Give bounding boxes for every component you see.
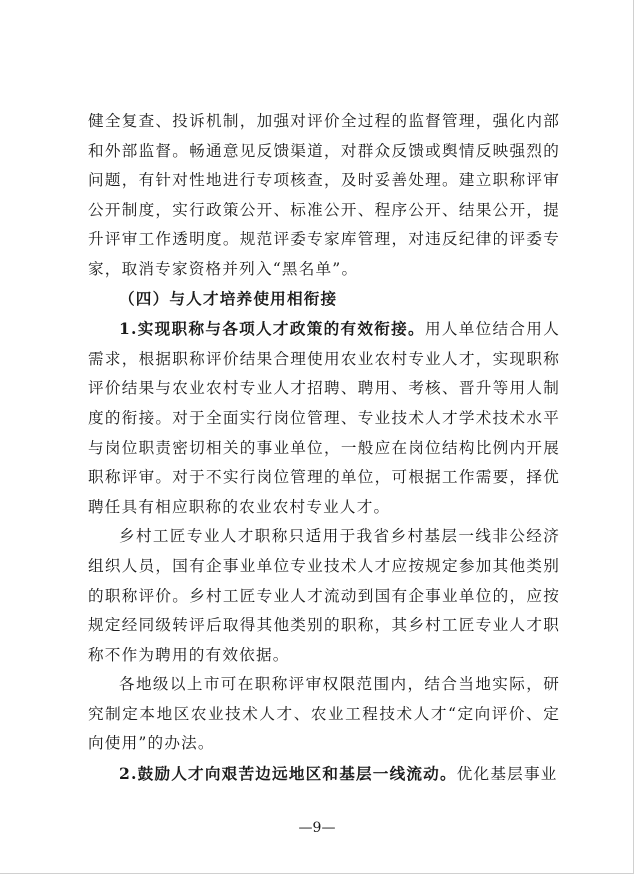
paragraph-policy-link — [88, 314, 560, 522]
paragraph-body: 优化基层事业 — [456, 765, 558, 784]
paragraph-lead: 1.实现职称与各项人才政策的有效衔接。 — [119, 319, 425, 339]
paragraph-body: 用人单位结合用人需求，根据职称评价结果合理使用农业农村专业人才，实现职称评价结果与农业农村专业人才招聘、聘用、考核、晋升等用人制度的衔接。对于全面实行岗位管理、专业技术人才学术技术水平与岗位职责密切相关的事业单位，一般应在岗位结构比例内开展职称评审。对于不实行岗位管理的单位，可根据工作需要，择优聘任具有相应职称的农业农村专业人才。 — [88, 320, 560, 516]
paragraph-supervision: 健全复查、投诉机制，加强对评价全过程的监督管理，强化内部和外部监督。畅通意见反馈渠道，对群众反馈或舆情反映强烈的问题，有针对性地进行专项核查，及时妥善处理。建立职称评审公开制度，实行政策公开、标准公开、程序公开、结果公开，提升评审工作透明度。规范评委专家库管理，对违反纪律的评委专家，取消专家资格并列入“黑名单”。 — [88, 112, 560, 278]
document-body — [88, 107, 560, 790]
paragraph-rural-craftsmen: 乡村工匠专业人才职称只适用于我省乡村基层一线非公经济组织人员，国有企事业单位专业技术人才应按规定参加其他类别的职称评价。乡村工匠专业人才流动到国有企事业单位的，应按规定经同级转评后取得其他类别的职称，其乡村工匠专业人才职称不作为聘用的有效依据。 — [88, 527, 560, 664]
paragraph-city-measures: 各地级以上市可在职称评审权限范围内，结合当地实际，研究制定本地区农业技术人才、农业工程技术人才“定向评价、定向使用”的办法。 — [88, 675, 560, 753]
paragraph-talent-flow — [88, 759, 560, 790]
paragraph-lead: 2.鼓励人才向艰苦边远地区和基层一线流动。 — [119, 764, 457, 784]
page-number: —9— — [298, 820, 336, 836]
section-heading: （四）与人才培养使用相衔接 — [119, 289, 338, 308]
